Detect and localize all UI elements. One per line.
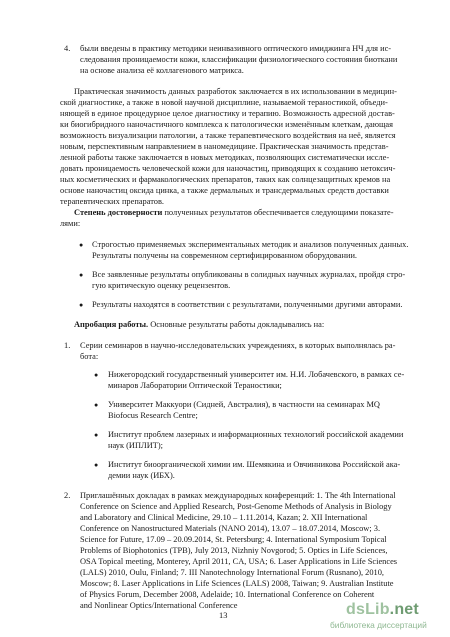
text-line: няющей в единое процедурное целое диагностику и терапию. Возможность адресной достав-	[60, 109, 395, 118]
text-line: ленной работы также заключается в новых методиках, позволяющих систематически иссле-	[60, 153, 390, 162]
text-line: демии наук (ИБХ).	[108, 471, 175, 480]
approbation-heading: Апробация работы.	[74, 320, 149, 329]
text-line: Conference on Science and Applied Research, Post-Genome Methods of Analysis in Biology	[80, 502, 392, 511]
text-line: OSA Topical meeting, Monterey, April 2011, CA, USA; 6. Laser Applications in Life Sciences	[80, 557, 398, 566]
bullet-marker: ●	[94, 461, 99, 469]
text-line: гую критическую оценку рецензентов.	[92, 281, 231, 290]
paragraph-line	[74, 320, 324, 330]
text-line: на основе анализа её коллагенового матрикса.	[80, 66, 244, 75]
text-line: Нижегородский государственный университет им. Н.И. Лобачевского, в рамках се-	[108, 370, 405, 379]
paragraph-line	[74, 208, 394, 218]
watermark-subtitle: библиотека диссертаций	[330, 620, 427, 630]
list-item-number: 1.	[64, 341, 71, 350]
text-line: следования проницаемости кожи, классификации физиологического состояния биоткани	[80, 55, 398, 64]
text-span: полученных результатов обеспечивается следующими показате-	[162, 208, 394, 217]
reliability-heading: Степень достоверности	[74, 208, 163, 217]
text-line: Практическая значимость данных разработок заключается в их использовании в медицин-	[74, 87, 397, 96]
text-line: наук (ИПЛИТ);	[108, 441, 163, 450]
text-line: основе наночастиц оксида цинка, а также дермальных и трансдермальных средств доставки	[60, 186, 389, 195]
bullet-marker: ●	[79, 301, 84, 309]
text-line: and Laboratory and Clinical Medicine, 29.10 – 1.11.2014, Kazan; 2. XII International	[80, 513, 368, 522]
text-line: Все заявленные результаты опубликованы в солидных научных журналах, пройдя стро-	[92, 270, 406, 279]
text-line: Институт проблем лазерных и информационных технологий российской академии	[108, 430, 404, 439]
text-line: Результаты получены на современном сертифицированном оборудовании.	[92, 251, 358, 260]
text-line: довать проницаемость человеческой кожи для наночастиц, приводящих к созданию нетоксич-	[60, 164, 396, 173]
text-line: Biofocus Research Centre;	[108, 411, 198, 420]
text-line: Результаты находятся в соответствии с результатами, полученными другими авторами.	[92, 300, 403, 309]
watermark-logo[interactable]	[346, 601, 419, 619]
text-line: Университет Маккуори (Сидней, Австралия), в частности на семинарах MQ	[108, 400, 380, 409]
bullet-marker: ●	[94, 401, 99, 409]
list-item-number: 2.	[64, 491, 71, 500]
text-line: of Physics Forum, December 2008, Adelaide; 10. International Conference on Coherent	[80, 590, 375, 599]
watermark-logo-suffix: .net	[389, 601, 419, 618]
text-line: лями:	[60, 219, 81, 228]
bullet-marker: ●	[79, 241, 84, 249]
text-line: терапевтических препаратов.	[60, 197, 165, 206]
text-line: Conference on Nanostructured Materials (NANO 2014), 13.07 – 18.07.2014, Moscow; 3.	[80, 524, 381, 533]
text-line: новым, перспективным направлением в наномедицине. Практическая значимость представ-	[60, 142, 389, 151]
text-line: ской диагностике, а также в новой научной дисциплине, называемой тераностикой, объеди-	[60, 98, 388, 107]
text-line: Problems of Biophotonics (TPB), July 2013, Nizhniy Novgorod; 5. Optics in Life Sciences,	[80, 546, 388, 555]
watermark-logo-main: dsLib	[346, 601, 390, 618]
text-line: Moscow; 8. Laser Applications in Life Sciences (LALS) 2008, Taiwan; 9. Australian Institute	[80, 579, 394, 588]
text-line: Серии семинаров в научно-исследовательских учреждениях, в которых выполнялась ра-	[80, 341, 396, 350]
text-line: and Nonlinear Optics/International Conference	[80, 601, 238, 610]
bullet-marker: ●	[79, 271, 84, 279]
bullet-marker: ●	[94, 431, 99, 439]
page-number: 13	[219, 611, 228, 620]
text-line: Science for Future, 17.09 – 20.09.2014, St. Petersburg; 4. International Symposium Topical	[80, 535, 387, 544]
text-line: ных косметических и фармакологических препаратов, таких как солнцезащитных кремов на	[60, 175, 391, 184]
text-line: Строгостью применяемых экспериментальных методик и анализов полученных данных.	[92, 240, 409, 249]
text-line: Институт биоорганической химии им. Шемякина и Овчинникова Российской ака-	[108, 460, 401, 469]
text-line: бота:	[80, 352, 99, 361]
text-line: минаров Лаборатории Оптической Тераностики;	[108, 381, 282, 390]
text-line: (LALS) 2010, Oulu, Finland; 7. III Nanotechnology International Forum (Rusnano), 2010,	[80, 568, 385, 577]
text-line: возможность визуализации патологии, а также терапевтического воздействия на неё, является	[60, 131, 396, 140]
text-line: Приглашённых докладах в рамках международных конференций: 1. The 4th International	[80, 491, 396, 500]
text-span: Основные результаты работы докладывались на:	[148, 320, 325, 329]
bullet-marker: ●	[94, 371, 99, 379]
text-line: ки биогибридного наночастичного комплекса к патологически изменённым клеткам, дающая	[60, 120, 393, 129]
text-line: были введены в практику методики неинвазивного оптического имиджинга НЧ для ис-	[80, 44, 392, 53]
list-item-number: 4.	[64, 44, 71, 53]
